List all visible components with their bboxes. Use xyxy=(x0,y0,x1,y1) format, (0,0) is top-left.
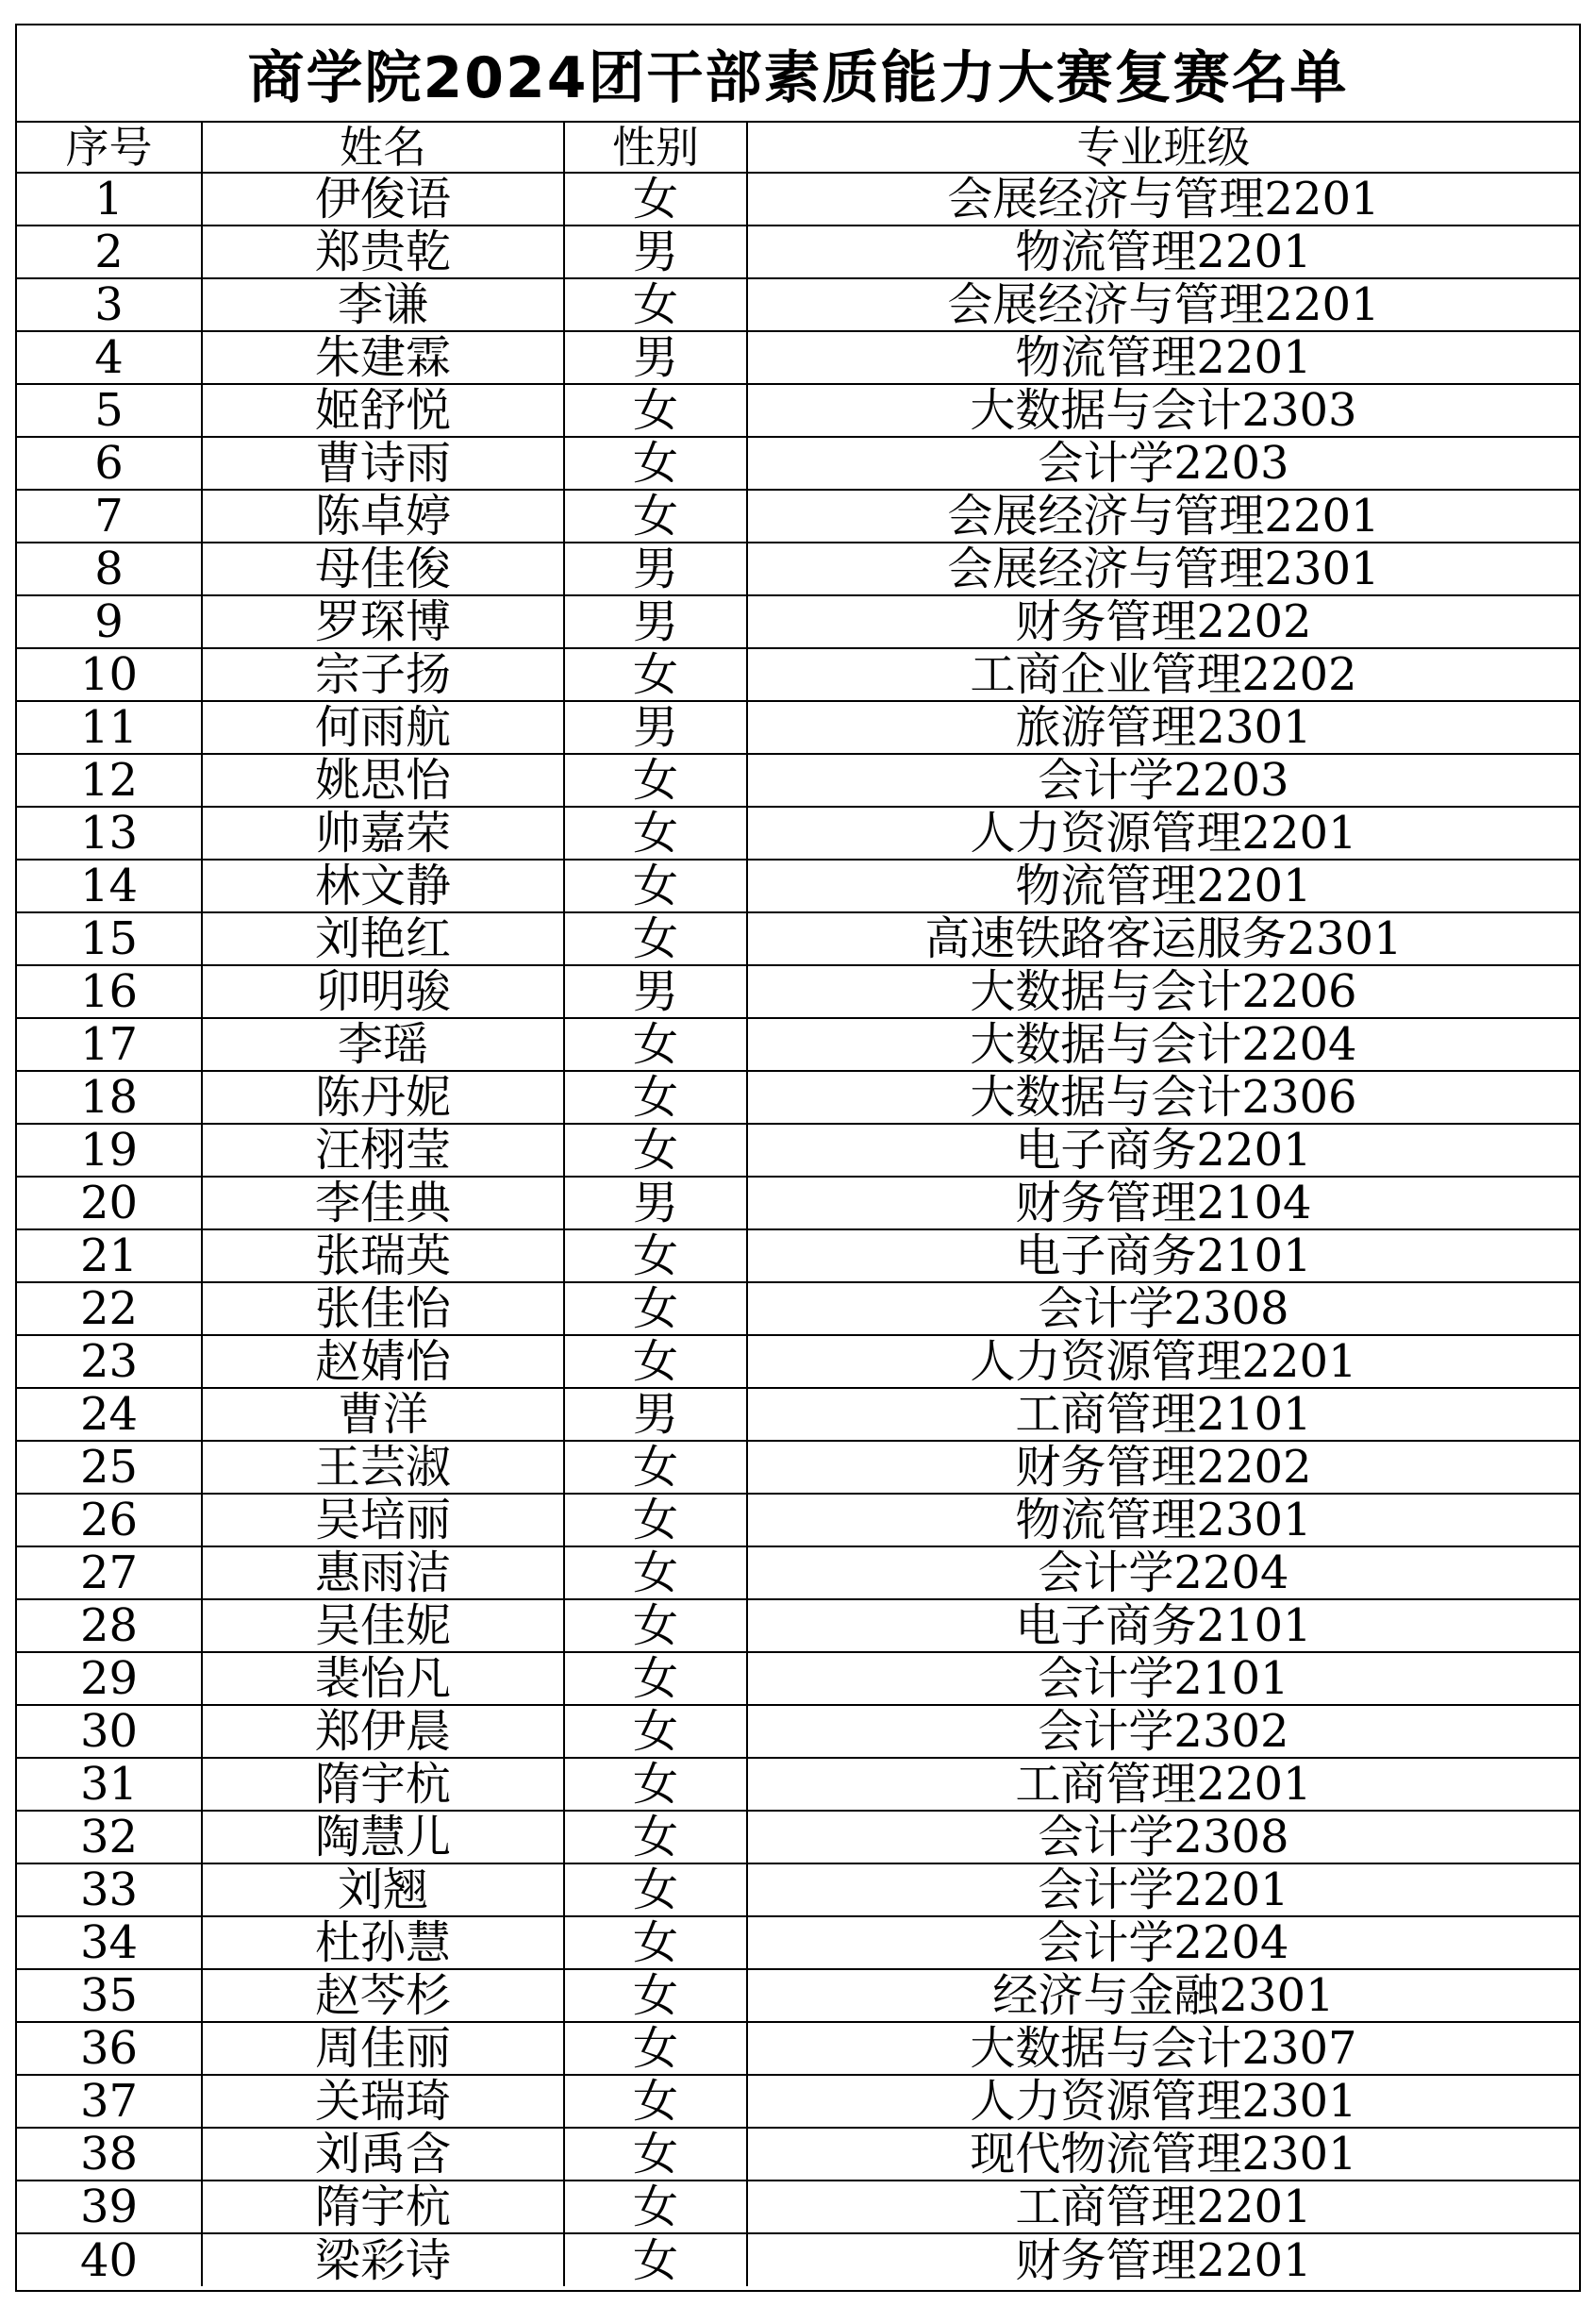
cell-gender: 女 xyxy=(564,860,747,912)
cell-class: 高速铁路客运服务2301 xyxy=(747,912,1579,965)
cell-gender: 女 xyxy=(564,648,747,701)
cell-gender: 女 xyxy=(564,754,747,807)
cell-index: 33 xyxy=(17,1863,202,1916)
cell-index: 16 xyxy=(17,965,202,1018)
cell-class: 人力资源管理2301 xyxy=(747,2075,1579,2128)
cell-name: 裴怡凡 xyxy=(202,1652,564,1705)
cell-name: 罗琛博 xyxy=(202,595,564,648)
cell-gender: 女 xyxy=(564,1546,747,1599)
cell-gender: 男 xyxy=(564,226,747,278)
cell-gender: 男 xyxy=(564,331,747,384)
cell-gender: 女 xyxy=(564,1441,747,1494)
cell-name: 梁彩诗 xyxy=(202,2233,564,2286)
cell-gender: 女 xyxy=(564,173,747,226)
cell-class: 大数据与会计2303 xyxy=(747,384,1579,437)
cell-class: 物流管理2201 xyxy=(747,860,1579,912)
table-row xyxy=(17,1599,1579,1652)
cell-name: 帅嘉荣 xyxy=(202,807,564,860)
cell-index: 40 xyxy=(17,2233,202,2286)
table-row xyxy=(17,1229,1579,1282)
table-row xyxy=(17,807,1579,860)
cell-name: 隋宇杭 xyxy=(202,2181,564,2233)
roster-table xyxy=(17,123,1579,2286)
cell-gender: 女 xyxy=(564,1335,747,1388)
cell-index: 9 xyxy=(17,595,202,648)
cell-name: 姚思怡 xyxy=(202,754,564,807)
header-class: 专业班级 xyxy=(747,123,1579,173)
cell-index: 21 xyxy=(17,1229,202,1282)
cell-index: 34 xyxy=(17,1916,202,1969)
cell-gender: 女 xyxy=(564,807,747,860)
cell-name: 曹诗雨 xyxy=(202,437,564,490)
cell-gender: 女 xyxy=(564,437,747,490)
cell-index: 32 xyxy=(17,1811,202,1863)
cell-gender: 女 xyxy=(564,2075,747,2128)
cell-name: 赵婧怡 xyxy=(202,1335,564,1388)
table-row xyxy=(17,437,1579,490)
cell-class: 物流管理2201 xyxy=(747,226,1579,278)
cell-class: 工商管理2201 xyxy=(747,2181,1579,2233)
cell-name: 朱建霖 xyxy=(202,331,564,384)
cell-class: 财务管理2104 xyxy=(747,1177,1579,1229)
cell-index: 38 xyxy=(17,2128,202,2181)
table-row xyxy=(17,226,1579,278)
table-row xyxy=(17,1177,1579,1229)
cell-gender: 女 xyxy=(564,2233,747,2286)
cell-gender: 女 xyxy=(564,384,747,437)
cell-class: 工商管理2201 xyxy=(747,1758,1579,1811)
cell-class: 电子商务2101 xyxy=(747,1599,1579,1652)
cell-class: 会计学2302 xyxy=(747,1705,1579,1758)
roster-body xyxy=(17,173,1579,2286)
cell-index: 37 xyxy=(17,2075,202,2128)
table-row xyxy=(17,331,1579,384)
cell-index: 29 xyxy=(17,1652,202,1705)
cell-class: 会计学2204 xyxy=(747,1546,1579,1599)
cell-index: 8 xyxy=(17,543,202,595)
table-row xyxy=(17,384,1579,437)
cell-name: 陈卓婷 xyxy=(202,490,564,543)
cell-index: 2 xyxy=(17,226,202,278)
cell-index: 20 xyxy=(17,1177,202,1229)
cell-name: 关瑞琦 xyxy=(202,2075,564,2128)
cell-class: 会展经济与管理2301 xyxy=(747,543,1579,595)
cell-name: 汪栩莹 xyxy=(202,1124,564,1177)
cell-class: 会展经济与管理2201 xyxy=(747,490,1579,543)
cell-gender: 男 xyxy=(564,1388,747,1441)
cell-name: 宗子扬 xyxy=(202,648,564,701)
cell-gender: 男 xyxy=(564,543,747,595)
cell-index: 10 xyxy=(17,648,202,701)
cell-index: 18 xyxy=(17,1071,202,1124)
table-row xyxy=(17,490,1579,543)
cell-class: 会计学2101 xyxy=(747,1652,1579,1705)
cell-class: 工商企业管理2202 xyxy=(747,648,1579,701)
cell-name: 母佳俊 xyxy=(202,543,564,595)
cell-index: 31 xyxy=(17,1758,202,1811)
cell-class: 会计学2203 xyxy=(747,437,1579,490)
table-row xyxy=(17,2233,1579,2286)
cell-name: 伊俊语 xyxy=(202,173,564,226)
cell-index: 13 xyxy=(17,807,202,860)
cell-gender: 男 xyxy=(564,1177,747,1229)
cell-class: 财务管理2202 xyxy=(747,1441,1579,1494)
table-row xyxy=(17,648,1579,701)
cell-name: 何雨航 xyxy=(202,701,564,754)
cell-index: 4 xyxy=(17,331,202,384)
cell-class: 财务管理2201 xyxy=(747,2233,1579,2286)
table-row xyxy=(17,754,1579,807)
cell-index: 25 xyxy=(17,1441,202,1494)
table-row xyxy=(17,1388,1579,1441)
cell-name: 陈丹妮 xyxy=(202,1071,564,1124)
table-row xyxy=(17,595,1579,648)
cell-index: 39 xyxy=(17,2181,202,2233)
cell-name: 张瑞英 xyxy=(202,1229,564,1282)
cell-gender: 男 xyxy=(564,965,747,1018)
cell-gender: 女 xyxy=(564,1811,747,1863)
cell-gender: 女 xyxy=(564,2181,747,2233)
cell-index: 11 xyxy=(17,701,202,754)
header-index: 序号 xyxy=(65,123,153,173)
cell-name: 林文静 xyxy=(202,860,564,912)
cell-gender: 女 xyxy=(564,1758,747,1811)
table-row xyxy=(17,1282,1579,1335)
table-row xyxy=(17,1916,1579,1969)
cell-class: 会计学2203 xyxy=(747,754,1579,807)
cell-index: 5 xyxy=(17,384,202,437)
cell-class: 电子商务2201 xyxy=(747,1124,1579,1177)
cell-class: 物流管理2201 xyxy=(747,331,1579,384)
cell-index: 30 xyxy=(17,1705,202,1758)
cell-gender: 男 xyxy=(564,701,747,754)
table-row xyxy=(17,2181,1579,2233)
cell-gender: 女 xyxy=(564,1969,747,2022)
table-row xyxy=(17,1124,1579,1177)
cell-index: 19 xyxy=(17,1124,202,1177)
table-row xyxy=(17,1018,1579,1071)
cell-class: 大数据与会计2306 xyxy=(747,1071,1579,1124)
table-row xyxy=(17,1071,1579,1124)
table-row xyxy=(17,1758,1579,1811)
cell-name: 吴佳妮 xyxy=(202,1599,564,1652)
cell-name: 卯明骏 xyxy=(202,965,564,1018)
cell-gender: 女 xyxy=(564,2022,747,2075)
cell-name: 杜孙慧 xyxy=(202,1916,564,1969)
cell-gender: 女 xyxy=(564,490,747,543)
cell-index: 3 xyxy=(17,278,202,331)
roster-sheet xyxy=(15,24,1581,2292)
cell-name: 刘禹含 xyxy=(202,2128,564,2181)
table-row xyxy=(17,1969,1579,2022)
table-row xyxy=(17,1863,1579,1916)
table-row xyxy=(17,1335,1579,1388)
cell-gender: 女 xyxy=(564,278,747,331)
cell-name: 刘翘 xyxy=(202,1863,564,1916)
cell-name: 姬舒悦 xyxy=(202,384,564,437)
cell-gender: 女 xyxy=(564,1916,747,1969)
cell-gender: 男 xyxy=(564,595,747,648)
cell-name: 李瑶 xyxy=(202,1018,564,1071)
cell-class: 财务管理2202 xyxy=(747,595,1579,648)
cell-name: 周佳丽 xyxy=(202,2022,564,2075)
header-name: 姓名 xyxy=(202,123,564,173)
cell-class: 大数据与会计2204 xyxy=(747,1018,1579,1071)
cell-gender: 女 xyxy=(564,1652,747,1705)
cell-index: 27 xyxy=(17,1546,202,1599)
cell-name: 张佳怡 xyxy=(202,1282,564,1335)
cell-class: 大数据与会计2206 xyxy=(747,965,1579,1018)
cell-index: 12 xyxy=(17,754,202,807)
cell-name: 吴培丽 xyxy=(202,1494,564,1546)
cell-index: 17 xyxy=(17,1018,202,1071)
cell-index: 35 xyxy=(17,1969,202,2022)
cell-index: 6 xyxy=(17,437,202,490)
cell-class: 物流管理2301 xyxy=(747,1494,1579,1546)
cell-gender: 女 xyxy=(564,1071,747,1124)
cell-gender: 女 xyxy=(564,1282,747,1335)
cell-index: 7 xyxy=(17,490,202,543)
table-row xyxy=(17,2022,1579,2075)
cell-gender: 女 xyxy=(564,1018,747,1071)
cell-name: 赵芩杉 xyxy=(202,1969,564,2022)
cell-name: 曹洋 xyxy=(202,1388,564,1441)
table-row xyxy=(17,1652,1579,1705)
document-title: 商学院2024团干部素质能力大赛复赛名单 xyxy=(17,25,1579,123)
cell-class: 会计学2308 xyxy=(747,1811,1579,1863)
cell-name: 王芸淑 xyxy=(202,1441,564,1494)
table-row xyxy=(17,543,1579,595)
cell-class: 电子商务2101 xyxy=(747,1229,1579,1282)
cell-class: 会计学2204 xyxy=(747,1916,1579,1969)
cell-name: 郑伊晨 xyxy=(202,1705,564,1758)
cell-name: 隋宇杭 xyxy=(202,1758,564,1811)
cell-class: 现代物流管理2301 xyxy=(747,2128,1579,2181)
header-gender: 性别 xyxy=(564,123,747,173)
cell-name: 李谦 xyxy=(202,278,564,331)
cell-class: 大数据与会计2307 xyxy=(747,2022,1579,2075)
table-row xyxy=(17,173,1579,226)
cell-class: 会计学2308 xyxy=(747,1282,1579,1335)
cell-gender: 女 xyxy=(564,1863,747,1916)
table-row xyxy=(17,278,1579,331)
cell-gender: 女 xyxy=(564,912,747,965)
cell-gender: 女 xyxy=(564,1599,747,1652)
cell-gender: 女 xyxy=(564,1494,747,1546)
table-row xyxy=(17,860,1579,912)
cell-index: 22 xyxy=(17,1282,202,1335)
table-row xyxy=(17,965,1579,1018)
cell-class: 人力资源管理2201 xyxy=(747,1335,1579,1388)
cell-class: 会展经济与管理2201 xyxy=(747,173,1579,226)
table-row xyxy=(17,2128,1579,2181)
cell-index: 23 xyxy=(17,1335,202,1388)
table-row xyxy=(17,2075,1579,2128)
header-row xyxy=(17,123,1579,173)
cell-class: 会计学2201 xyxy=(747,1863,1579,1916)
cell-name: 陶慧儿 xyxy=(202,1811,564,1863)
cell-gender: 女 xyxy=(564,1124,747,1177)
cell-class: 经济与金融2301 xyxy=(747,1969,1579,2022)
table-row xyxy=(17,701,1579,754)
cell-gender: 女 xyxy=(564,1705,747,1758)
cell-class: 旅游管理2301 xyxy=(747,701,1579,754)
table-row xyxy=(17,1441,1579,1494)
cell-index: 15 xyxy=(17,912,202,965)
cell-index: 26 xyxy=(17,1494,202,1546)
cell-name: 郑贵乾 xyxy=(202,226,564,278)
cell-index: 28 xyxy=(17,1599,202,1652)
table-row xyxy=(17,1494,1579,1546)
cell-class: 人力资源管理2201 xyxy=(747,807,1579,860)
cell-class: 工商管理2101 xyxy=(747,1388,1579,1441)
cell-index: 1 xyxy=(17,173,202,226)
cell-gender: 女 xyxy=(564,2128,747,2181)
cell-name: 李佳典 xyxy=(202,1177,564,1229)
table-row xyxy=(17,1546,1579,1599)
table-row xyxy=(17,1811,1579,1863)
cell-index: 24 xyxy=(17,1388,202,1441)
cell-index: 36 xyxy=(17,2022,202,2075)
cell-index: 14 xyxy=(17,860,202,912)
cell-name: 惠雨洁 xyxy=(202,1546,564,1599)
cell-gender: 女 xyxy=(564,1229,747,1282)
cell-class: 会展经济与管理2201 xyxy=(747,278,1579,331)
cell-name: 刘艳红 xyxy=(202,912,564,965)
table-row xyxy=(17,912,1579,965)
table-row xyxy=(17,1705,1579,1758)
